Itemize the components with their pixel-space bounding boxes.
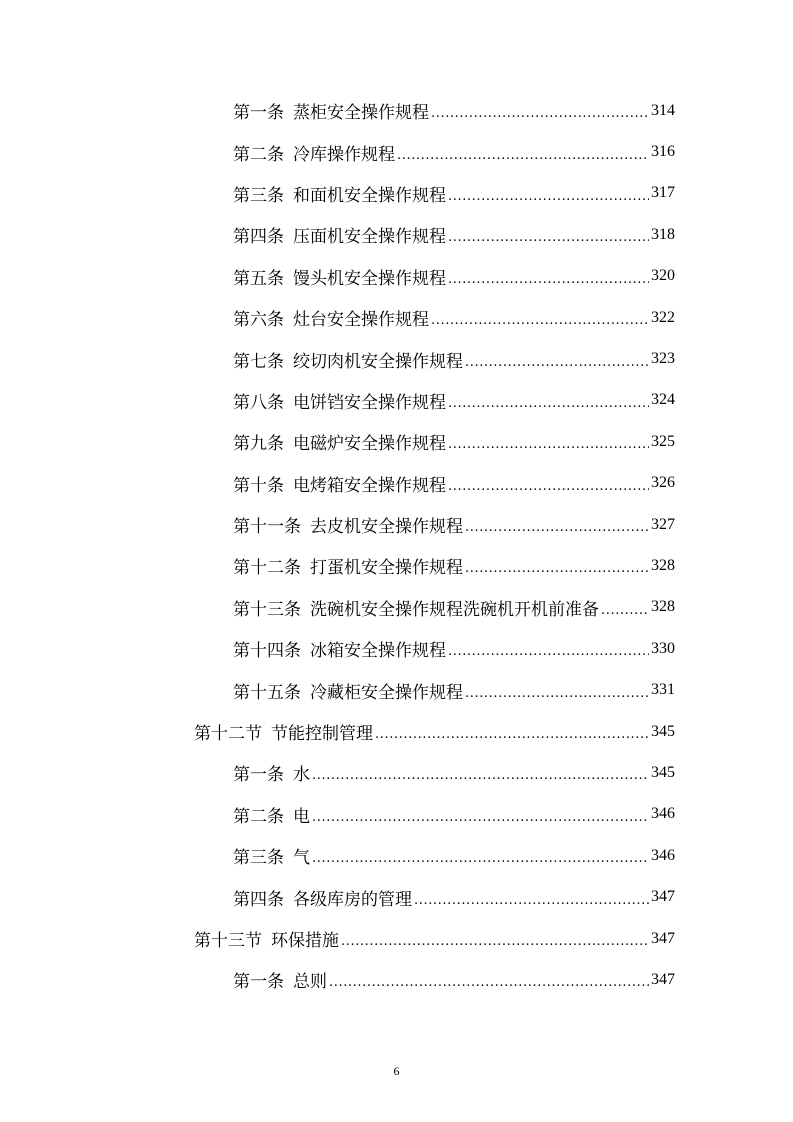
toc-entry-number: 第一条 <box>233 765 284 786</box>
toc-entry-number: 第十二节 <box>194 724 262 745</box>
toc-section-entry[interactable] <box>0 918 675 959</box>
dot-leader <box>312 847 649 864</box>
toc-article-entry[interactable] <box>0 752 675 793</box>
toc-entry-page: 327 <box>651 515 675 533</box>
toc-article-entry[interactable] <box>0 463 675 504</box>
toc-entry-title: 总则 <box>293 972 327 993</box>
toc-entry-page: 331 <box>651 681 675 699</box>
dot-leader <box>414 889 649 906</box>
toc-entry-page: 328 <box>651 556 675 574</box>
toc-entry-title: 气 <box>293 848 310 869</box>
dot-leader <box>312 764 649 781</box>
dot-leader <box>465 351 649 368</box>
toc-article-entry[interactable] <box>0 545 675 586</box>
toc-article-entry[interactable] <box>0 504 675 545</box>
toc-entry-title: 节能控制管理 <box>271 724 373 745</box>
toc-entry-number: 第三条 <box>233 848 284 869</box>
toc-article-entry[interactable] <box>0 421 675 462</box>
toc-entry-page: 346 <box>651 846 675 864</box>
toc-entry-title: 和面机安全操作规程 <box>293 185 446 206</box>
dot-leader <box>448 268 649 285</box>
toc-article-entry[interactable] <box>0 628 675 669</box>
dot-leader <box>448 475 649 492</box>
toc-entry-title: 电 <box>293 806 310 827</box>
toc-entry-number: 第十二条 <box>233 558 301 579</box>
toc-entry-title: 蒸柜安全操作规程 <box>293 103 429 124</box>
toc-entry-title: 压面机安全操作规程 <box>293 227 446 248</box>
dot-leader <box>448 433 649 450</box>
toc-entry-title: 去皮机安全操作规程 <box>310 517 463 538</box>
toc-entry-number: 第一条 <box>233 103 284 124</box>
toc-entry-page: 328 <box>651 598 675 616</box>
toc-article-entry[interactable] <box>0 90 675 131</box>
dot-leader <box>341 930 649 947</box>
dot-leader <box>448 185 649 202</box>
toc-entry-number: 第十三节 <box>194 931 262 951</box>
toc-entry-number: 第七条 <box>233 351 284 372</box>
toc-entry-number: 第十三条 <box>233 599 301 620</box>
toc-article-entry[interactable] <box>0 669 675 710</box>
toc-entry-title: 冷库操作规程 <box>293 144 395 165</box>
toc-article-entry[interactable] <box>0 587 675 628</box>
toc-article-entry[interactable] <box>0 876 675 917</box>
dot-leader <box>465 557 649 574</box>
toc-entry-number: 第六条 <box>233 310 284 331</box>
toc-entry-page: 314 <box>651 101 675 119</box>
toc-entry-title: 环保措施 <box>271 931 339 951</box>
dot-leader <box>375 723 649 740</box>
dot-leader <box>397 144 649 161</box>
dot-leader <box>431 309 649 326</box>
dot-leader <box>448 640 649 657</box>
toc-entry-title: 灶台安全操作规程 <box>293 310 429 331</box>
toc-article-entry[interactable] <box>0 959 675 1000</box>
toc-entry-number: 第二条 <box>233 806 284 827</box>
toc-entry-page: 326 <box>651 474 675 492</box>
toc-entry-title: 冰箱安全操作规程 <box>310 641 446 662</box>
toc-entry-number: 第三条 <box>233 185 284 206</box>
toc-article-entry[interactable] <box>0 835 675 876</box>
toc-article-entry[interactable] <box>0 380 675 421</box>
toc-entry-title: 冷藏柜安全操作规程 <box>310 682 463 703</box>
toc-entry-page: 325 <box>651 432 675 450</box>
dot-leader <box>431 102 649 119</box>
toc-entry-page: 347 <box>651 929 675 947</box>
toc-entry-title: 电饼铛安全操作规程 <box>293 392 446 413</box>
toc-entry-page: 345 <box>651 763 675 781</box>
toc-entry-title: 各级库房的管理 <box>293 889 412 910</box>
page-number: 6 <box>393 1064 400 1078</box>
toc-entry-number: 第十四条 <box>233 641 301 662</box>
dot-leader <box>448 392 649 409</box>
toc-article-entry[interactable] <box>0 214 675 255</box>
toc-entry-number: 第十条 <box>233 475 284 496</box>
toc-entry-title: 洗碗机安全操作规程洗碗机开机前准备 <box>310 599 599 620</box>
toc-entry-number: 第十五条 <box>233 682 301 703</box>
dot-leader <box>465 682 649 699</box>
toc-entry-title: 绞切肉机安全操作规程 <box>293 351 463 372</box>
toc-entry-title: 馒头机安全操作规程 <box>293 268 446 289</box>
toc-entry-page: 317 <box>651 184 675 202</box>
toc-entry-page: 322 <box>651 308 675 326</box>
toc-entry-page: 346 <box>651 805 675 823</box>
toc-entry-title: 电烤箱安全操作规程 <box>293 475 446 496</box>
dot-leader <box>448 226 649 243</box>
toc-entry-number: 第八条 <box>233 392 284 413</box>
dot-leader <box>312 806 649 823</box>
toc-article-entry[interactable] <box>0 173 675 214</box>
toc-entry-page: 316 <box>651 143 675 161</box>
toc-article-entry[interactable] <box>0 297 675 338</box>
toc-entry-number: 第四条 <box>233 227 284 248</box>
toc-entry-page: 320 <box>651 267 675 285</box>
toc-entry-number: 第一条 <box>233 972 284 993</box>
dot-leader <box>329 971 649 988</box>
toc-entry-page: 345 <box>651 722 675 740</box>
toc-article-entry[interactable] <box>0 338 675 379</box>
toc-entry-number: 第九条 <box>233 434 284 455</box>
toc-entry-number: 第十一条 <box>233 517 301 538</box>
toc-article-entry[interactable] <box>0 256 675 297</box>
toc-entry-page: 347 <box>651 970 675 988</box>
toc-entry-page: 323 <box>651 350 675 368</box>
toc-article-entry[interactable] <box>0 131 675 172</box>
toc-section-entry[interactable] <box>0 711 675 752</box>
toc-entry-title: 打蛋机安全操作规程 <box>310 558 463 579</box>
toc-entry-page: 347 <box>651 888 675 906</box>
toc-entry-title: 电磁炉安全操作规程 <box>293 434 446 455</box>
dot-leader <box>465 516 649 533</box>
toc-article-entry[interactable] <box>0 794 675 835</box>
toc-entry-page: 324 <box>651 391 675 409</box>
toc-entry-number: 第四条 <box>233 889 284 910</box>
toc-entry-number: 第二条 <box>233 144 284 165</box>
toc-entry-number: 第五条 <box>233 268 284 289</box>
toc-entry-page: 330 <box>651 639 675 657</box>
dot-leader <box>601 599 649 616</box>
toc-entry-page: 318 <box>651 225 675 243</box>
toc-entry-title: 水 <box>293 765 310 786</box>
table-of-contents <box>0 90 793 1001</box>
